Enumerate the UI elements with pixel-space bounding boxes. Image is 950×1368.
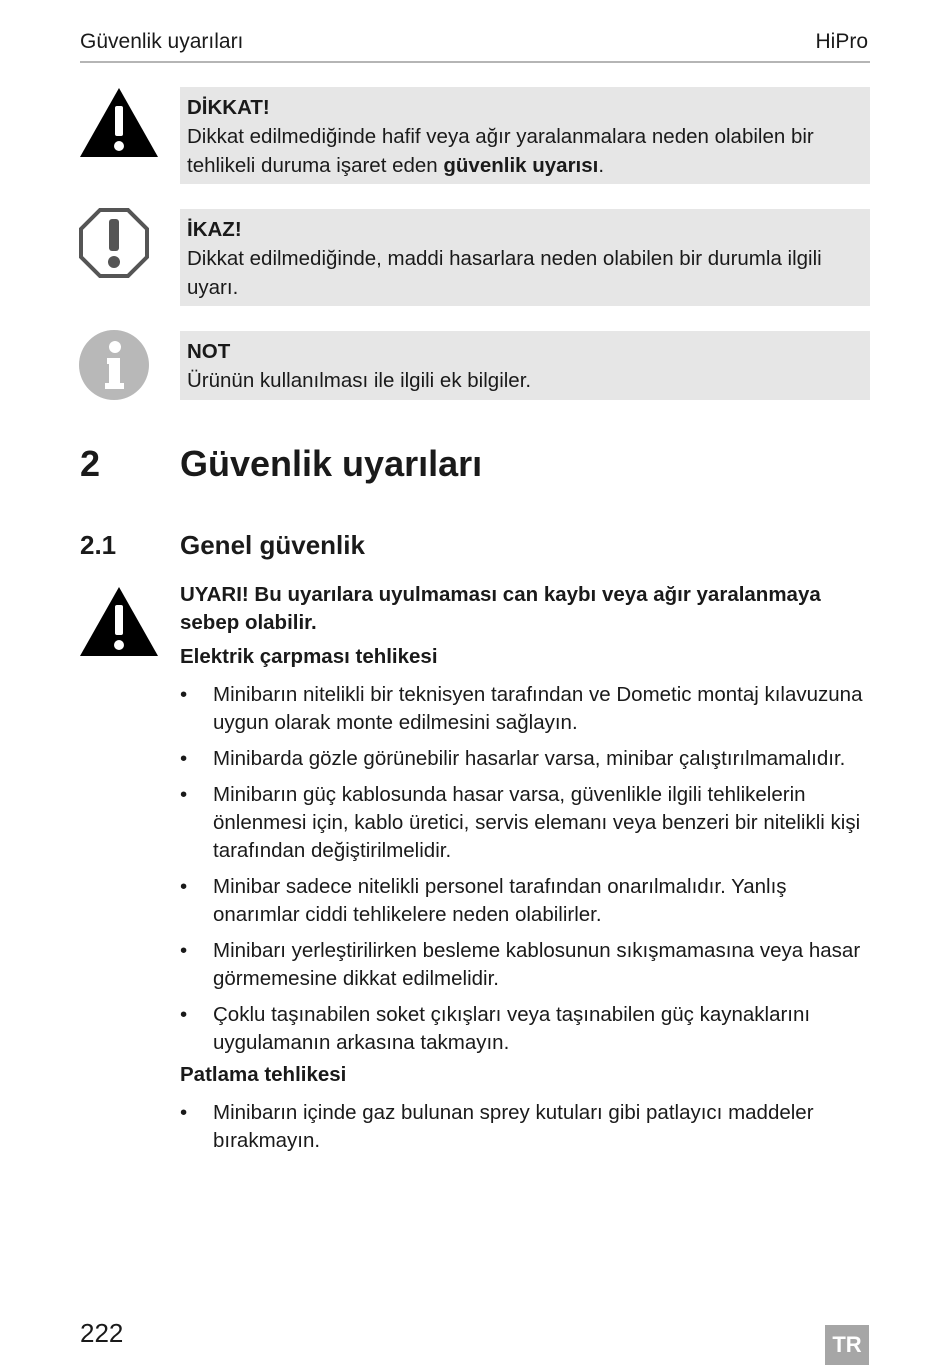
notice-notice [180, 209, 870, 306]
notice-caution [180, 87, 870, 184]
header-product-name: HiPro [815, 30, 868, 53]
notice-note [180, 331, 870, 400]
info-icon [78, 329, 150, 401]
notice-notice-text: Dikkat edilmediğinde, maddi hasarlara neden olabilen bir durumla ilgili uyarı. [187, 247, 822, 299]
octagon-exclamation-icon [78, 207, 150, 279]
explosion-hazard-list [180, 1099, 870, 1163]
header-section-title: Güvenlik uyarıları [80, 30, 244, 53]
notice-caution-label: DİKKAT! [187, 96, 270, 119]
page-number: 222 [80, 1318, 124, 1348]
chapter-title: Güvenlik uyarıları [180, 443, 483, 484]
bullet: • [180, 875, 188, 898]
warning-lead-text: UYARI! Bu uyarılara uyulmaması can kaybı veya ağır yaralanmaya sebep olabilir. [180, 583, 821, 634]
chapter-number: 2 [80, 443, 101, 484]
warning-triangle-icon [78, 585, 160, 658]
bullet: • [180, 747, 188, 770]
section-number: 2.1 [80, 530, 117, 560]
bullet: • [180, 939, 188, 962]
list-item: • Çoklu taşınabilen soket çıkışları veya taşınabilen güç kaynaklarını uygulamanın arkasına takmayın. [180, 1003, 811, 1054]
bullet: • [180, 1101, 188, 1124]
electric-hazard-list [180, 681, 870, 1065]
list-item: • Minibarın güç kablosunda hasar varsa, güvenlikle ilgili tehlikelerin önlenmesi için, kablo üretici, servis elemanı veya benzeri bir nitelikli kişi tarafından değiştirilmelidir. [180, 783, 861, 862]
bullet: • [180, 1003, 188, 1026]
bullet: • [180, 783, 188, 806]
section-title: Genel güvenlik [180, 530, 365, 560]
list-item: • Minibarın içinde gaz bulunan sprey kutuları gibi patlayıcı maddeler bırakmayın. [180, 1101, 814, 1152]
notice-caution-text: Dikkat edilmediğinde hafif veya ağır yaralanmalara neden olabilen bir tehlikeli duruma işaret eden güvenlik uyarısı. [187, 125, 814, 177]
warning-triangle-icon [78, 86, 160, 159]
notice-notice-label: İKAZ! [187, 218, 242, 241]
list-item: • Minibarı yerleştirilirken besleme kablosunun sıkışmamasına veya hasar görmemesine dikkat edilmelidir. [180, 939, 861, 990]
language-badge: TR [825, 1325, 869, 1365]
header-divider [80, 61, 870, 63]
electric-hazard-title: Elektrik çarpması tehlikesi [180, 645, 438, 668]
bullet: • [180, 683, 188, 706]
explosion-hazard-title: Patlama tehlikesi [180, 1063, 347, 1086]
notice-note-text: Ürünün kullanılması ile ilgili ek bilgiler. [187, 369, 532, 392]
list-item: • Minibarın nitelikli bir teknisyen tarafından ve Dometic montaj kılavuzuna uygun olarak monte edilmesini sağlayın. [180, 683, 863, 734]
notice-note-label: NOT [187, 340, 231, 363]
list-item: • Minibarda gözle görünebilir hasarlar varsa, minibar çalıştırılmamalıdır. [180, 745, 870, 773]
list-item: • Minibar sadece nitelikli personel tarafından onarılmalıdır. Yanlış onarımlar ciddi tehlikelere neden olabilirler. [180, 875, 787, 926]
